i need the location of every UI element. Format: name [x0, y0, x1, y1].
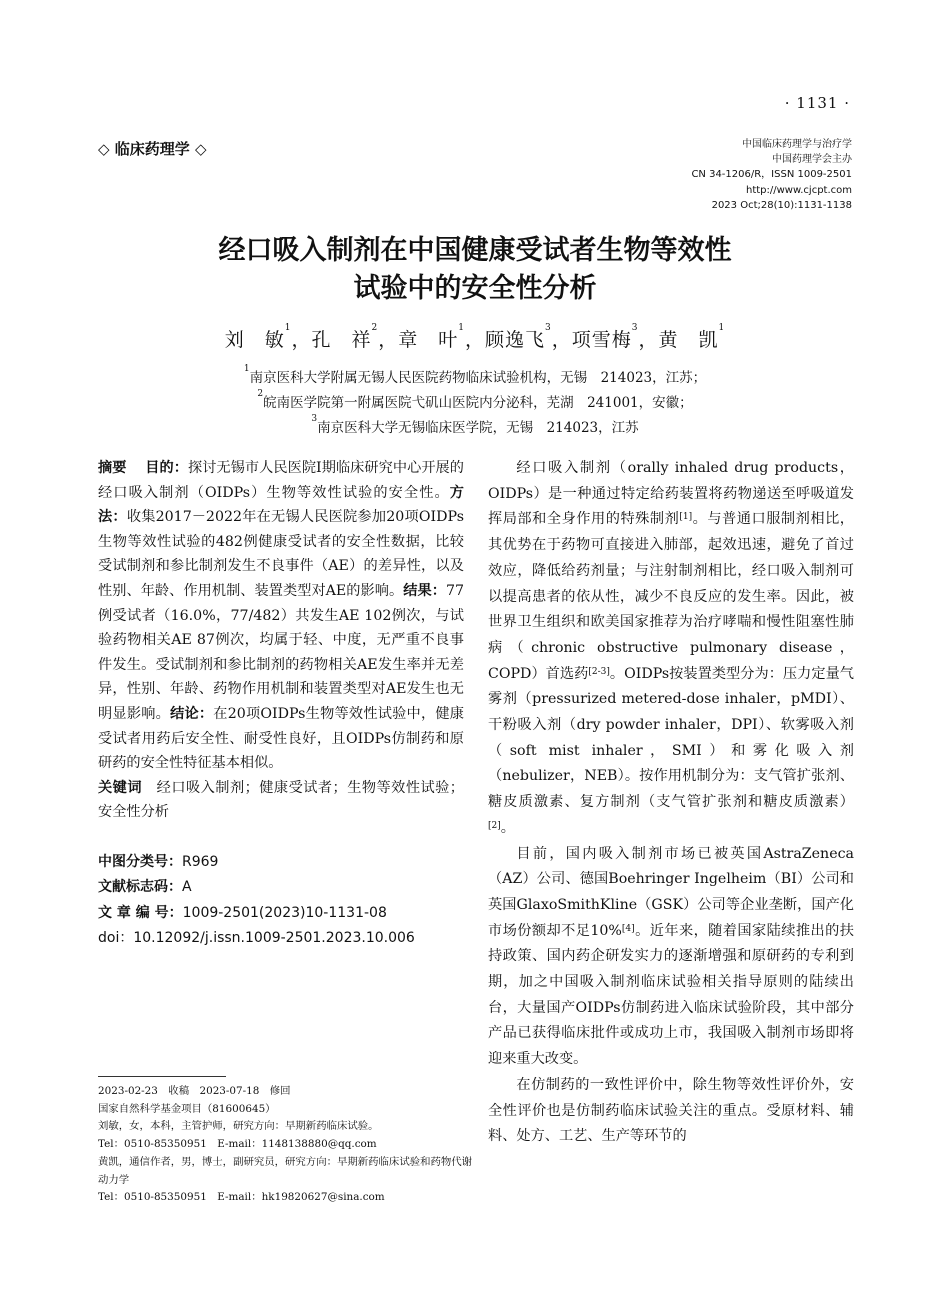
- body-text: 。与普通口服制剂相比，其优势在于药物可直接进入肺部，起效迅速，避免了首过效应，降低给药剂量；与注射制剂相比，经口吸入制剂可以提高患者的依从性，减少不良反应的发生率。因此，被世界卫生组织和欧美国家推荐为治疗哮喘和慢性阻塞性肺病（chronic obstructive pulmonary disease，COPD）首选药: [488, 511, 854, 682]
- affil-text: 皖南医学院第一附属医院弋矶山医院内分泌科，芜湖 241001，安徽；: [263, 395, 693, 411]
- affiliation-2: [0, 391, 950, 411]
- citation-ref: [2-3]: [588, 666, 610, 677]
- doi-label: doi：: [98, 930, 134, 947]
- journal-publisher: 中国药理学会主办: [772, 154, 852, 166]
- article-meta: [98, 850, 464, 952]
- author-affil-mark: 1: [284, 323, 292, 333]
- keywords-label: 关键词: [98, 779, 142, 796]
- journal-citation: 2023 Oct;28(10):1131-1138: [711, 199, 852, 211]
- affiliation-1: [0, 366, 950, 386]
- author-affil-mark: 1: [718, 323, 726, 333]
- body-text: 经口吸入制剂（orally inhaled drug products，OIDPs）是一种通过特定给药装置将药物递送至呼吸道发挥局部和全身作用的特殊制剂: [488, 460, 854, 528]
- author-affil-mark: 2: [371, 323, 379, 333]
- right-column: [488, 456, 854, 1150]
- author: 黄 凯: [658, 329, 719, 351]
- keywords: [98, 776, 464, 825]
- article-number-row: [98, 901, 464, 927]
- footnotes: [98, 1083, 478, 1207]
- footnote-corresponding-contact: Tel：0510-85350951 E-mail：hk19820627@sina.com: [98, 1191, 385, 1204]
- result-label: 结果：: [403, 582, 446, 599]
- author-affil-mark: 3: [631, 323, 639, 333]
- conclusion-text: 在20项OIDPs生物等效性试验中，健康受试者用药后安全性、耐受性良好，且OIDPs仿制药和原研药的安全性特征基本相似。: [98, 705, 464, 772]
- doc-code-row: [98, 875, 464, 901]
- author: 项雪梅: [571, 329, 632, 351]
- journal-issn: CN 34-1206/R，ISSN 1009-2501: [691, 169, 852, 181]
- affiliation-3: [0, 416, 950, 436]
- body-text: 目前，国内吸入制剂市场已被英国AstraZeneca（AZ）公司、德国Boehringer Ingelheim（BI）公司和英国GlaxoSmithKline（GSK）公司等企业垄断，国产化市场份额却不足10%: [488, 845, 854, 939]
- affil-mark: 2: [257, 389, 264, 399]
- author-affil-mark: 3: [545, 323, 552, 333]
- author-list: 刘 敏$^1$，孔 祥$^2$，章 叶$^1$，顾逸飞$^3$，项雪梅$^3$，黄 凯$^1$: [224, 323, 726, 351]
- journal-name: 中国临床药理学与治疗学: [742, 139, 852, 150]
- journal-info: [691, 137, 852, 213]
- left-column: [98, 456, 464, 952]
- body-paragraph-1: [488, 456, 854, 842]
- affil-mark: 3: [311, 414, 318, 424]
- author: 顾逸飞: [485, 329, 546, 351]
- clc-value: R969: [182, 853, 219, 870]
- page-number: · 1131 ·: [784, 94, 850, 112]
- author: 孔 祥: [311, 329, 372, 351]
- footnote-rule: [98, 1076, 226, 1077]
- purpose-label: 目的：: [145, 460, 188, 476]
- clc-row: [98, 850, 464, 876]
- method-text: 收集2017－2022年在无锡人民医院参加20项OIDPs生物等效性试验的482例健康受试者的安全性数据，比较受试制剂和参比制剂发生不良事件（AE）的差异性，以及性别、年龄、作用机制、装置类型对AE的影响。: [98, 509, 464, 599]
- citation-ref: [4]: [621, 923, 635, 934]
- clc-label: 中图分类号：: [98, 853, 182, 870]
- title-line-1: 经口吸入制剂在中国健康受试者生物等效性: [218, 235, 732, 266]
- author-affil-mark: 1: [458, 323, 465, 333]
- footnote-author-contact: Tel：0510-85350951 E-mail：1148138880@qq.com: [98, 1138, 377, 1151]
- title-line-2: 试验中的安全性分析: [353, 273, 597, 304]
- doc-code-label: 文献标志码：: [98, 879, 182, 896]
- article-number-value: 1009-2501(2023)10-1131-08: [182, 904, 387, 921]
- affil-text: 南京医科大学附属无锡人民医院药物临床试验机构，无锡 214023，江苏；: [249, 370, 707, 386]
- footnote-corresponding-bio: 黄凯，通信作者，男，博士，副研究员，研究方向：早期新药临床试验和药物代谢动力学: [98, 1155, 473, 1186]
- body-paragraph-2: [488, 842, 854, 1073]
- body-text: 。近年来，随着国家陆续推出的扶持政策、国内药企研发实力的逐渐增强和原研药的专利到期，加之中国吸入制剂临床试验相关指导原则的陆续出台，大量国产OIDPs仿制药进入临床试验阶段，其中部分产品已获得临床批件或成功上市，我国吸入制剂市场即将迎来重大改变。: [488, 922, 854, 1068]
- body-text: 。: [500, 819, 515, 836]
- affil-text: 南京医科大学无锡临床医学院，无锡 214023，江苏: [317, 420, 639, 436]
- body-paragraph-3: 在仿制药的一致性评价中，除生物等效性评价外，安全性评价也是仿制药临床试验关注的重点。受原材料、辅料、处方、工艺、生产等环节的: [488, 1076, 854, 1145]
- footnote-funding: 国家自然科学基金项目（81600645）: [98, 1102, 276, 1115]
- doc-code-value: A: [182, 879, 192, 896]
- doi-row: [98, 926, 464, 952]
- author: 章 叶: [398, 329, 459, 351]
- conclusion-label: 结论：: [170, 705, 214, 722]
- result-text: 77例受试者（16.0%，77/482）共发生AE 102例次，与试验药物相关AE 87例次，均属于轻、中度，无严重不良事件发生。受试制剂和参比制剂的药物相关AE发生率并无差异，性别、年龄、药物作用机制和装置类型对AE发生也无明显影响。: [98, 582, 464, 722]
- purpose-text: 探讨无锡市人民医院Ⅰ期临床研究中心开展的经口吸入制剂（OIDPs）生物等效性试验的安全性。: [98, 460, 464, 501]
- abstract-label: 摘要: [98, 460, 127, 476]
- footnote-dates: 2023-02-23 收稿 2023-07-18 修回: [98, 1085, 291, 1097]
- section-heading: ◇ 临床药理学 ◇: [98, 140, 207, 158]
- citation-ref: [2]: [488, 820, 501, 831]
- body-text: 。OIDPs按装置类型分为：压力定量气雾剂（pressurized metered-dose inhaler，pMDI）、干粉吸入剂（dry powder inhaler，DPI）、软雾吸入剂（soft mist inhaler，SMI）和雾化吸入剂（nebulizer，NEB）。按作用机制分为：支气管扩张剂、糖皮质激素、复方制剂（支气管扩张剂和糖皮质激素）: [488, 665, 854, 811]
- affil-mark: 1: [243, 364, 250, 374]
- abstract: [98, 456, 464, 776]
- method-label: 方法：: [98, 484, 464, 526]
- author: 刘 敏: [224, 329, 285, 351]
- keywords-text: 经口吸入制剂；健康受试者；生物等效性试验；安全性分析: [98, 779, 464, 821]
- citation-ref: [1]: [679, 512, 693, 523]
- journal-url: http://www.cjcpt.com: [745, 184, 852, 196]
- doi-value: 10.12092/j.issn.1009-2501.2023.10.006: [133, 930, 415, 947]
- article-number-label: 文 章 编 号：: [98, 904, 183, 921]
- footnote-author-bio: 刘敏，女，本科，主管护师，研究方向：早期新药临床试验。: [98, 1120, 379, 1133]
- article-title: [0, 232, 950, 308]
